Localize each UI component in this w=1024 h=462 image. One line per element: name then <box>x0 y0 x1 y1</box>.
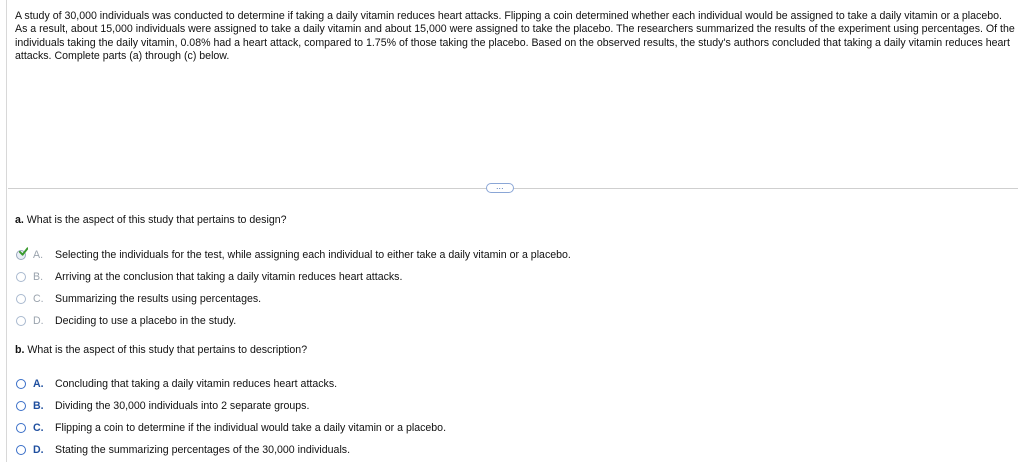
option-letter: B. <box>33 400 44 412</box>
option-a-B[interactable] <box>16 270 402 284</box>
radio-button[interactable] <box>16 423 26 433</box>
option-text: Stating the summarizing percentages of the 30,000 individuals. <box>55 444 351 456</box>
question-b-text: What is the aspect of this study that pertains to description? <box>27 344 308 356</box>
question-a <box>15 214 287 226</box>
radio-button[interactable] <box>16 316 26 326</box>
option-letter: A. <box>33 378 44 390</box>
option-text: Dividing the 30,000 individuals into 2 separate groups. <box>55 400 310 412</box>
radio-button[interactable] <box>16 272 26 282</box>
option-text: Concluding that taking a daily vitamin reduces heart attacks. <box>55 378 338 390</box>
option-letter: D. <box>33 444 44 456</box>
problem-statement: A study of 30,000 individuals was conducted to determine if taking a daily vitamin reduces heart attacks. Flipping a coin determined whether each individual would be assigned to take a daily vitamin or a placebo. As a result, about 15,000 individuals were assigned to take a daily vitamin and about 15,000 were assigned to take the placebo. The researchers summarized the results of the experiment using percentages. Of the individuals taking the daily vitamin, 0.08% had a heart attack, compared to 1.75% of those taking the placebo. Based on the observed results, the study's authors concluded that taking a daily vitamin reduces heart attacks. Complete parts (a) through (c) below. <box>15 10 1015 63</box>
ellipsis-icon: … <box>495 182 505 191</box>
radio-button[interactable] <box>16 445 26 455</box>
question-b <box>15 344 307 356</box>
radio-button[interactable] <box>16 379 26 389</box>
option-b-B[interactable] <box>16 399 309 413</box>
radio-button[interactable] <box>16 294 26 304</box>
option-a-A[interactable] <box>16 248 571 262</box>
radio-button[interactable] <box>16 401 26 411</box>
option-b-D[interactable] <box>16 443 350 457</box>
option-a-C[interactable] <box>16 292 261 306</box>
question-b-letter: b. <box>15 344 25 356</box>
expand-button[interactable] <box>486 183 514 193</box>
left-border <box>6 0 7 462</box>
question-a-letter: a. <box>15 214 24 226</box>
option-text: Selecting the individuals for the test, while assigning each individual to either take a daily vitamin or a placebo. <box>55 249 571 261</box>
option-text: Arriving at the conclusion that taking a daily vitamin reduces heart attacks. <box>55 271 403 283</box>
option-b-A[interactable] <box>16 377 337 391</box>
question-a-text: What is the aspect of this study that pertains to design? <box>26 214 287 226</box>
option-letter: D. <box>33 315 44 327</box>
option-letter: C. <box>33 293 44 305</box>
option-letter: A. <box>33 249 44 261</box>
checkmark-icon <box>19 247 28 256</box>
option-letter: B. <box>33 271 44 283</box>
option-text: Deciding to use a placebo in the study. <box>55 315 237 327</box>
option-letter: C. <box>33 422 44 434</box>
radio-selected[interactable] <box>16 250 26 260</box>
option-a-D[interactable] <box>16 314 236 328</box>
option-b-C[interactable] <box>16 421 446 435</box>
option-text: Flipping a coin to determine if the individual would take a daily vitamin or a placebo. <box>55 422 447 434</box>
option-text: Summarizing the results using percentages. <box>55 293 262 305</box>
